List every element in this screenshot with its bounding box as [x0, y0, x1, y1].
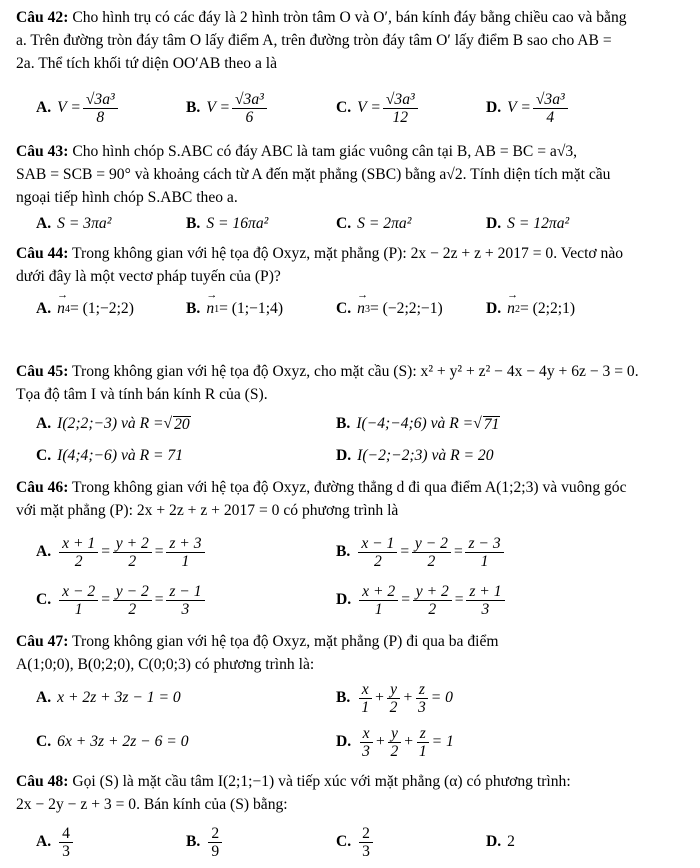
question-47-options-row-1: [0, 678, 700, 718]
question-45-line-1: Câu 45: Trong không gian với hệ tọa độ Oxyz, cho mặt cầu (S): x² + y² + z² − 4x − 4y + 6z − 3 = 0.: [16, 363, 639, 380]
option-d[interactable]: D. 2: [486, 833, 515, 850]
option-a[interactable]: A. → n 4 = (1;−2;2): [36, 292, 134, 326]
option-b[interactable]: B. V = $\frac{\text{√3a³}}{6}$: [186, 88, 269, 128]
option-b[interactable]: B. $\frac{x}{1}$ + $\frac{y}{2}$ + $\frac{z}{3}$ = 0: [336, 680, 453, 716]
question-42-line-1: Câu 42: Cho hình trụ có các đáy là 2 hình tròn tâm O và O′, bán kính đáy bằng chiều cao và bằng: [16, 9, 627, 26]
question-47: [16, 630, 686, 676]
question-42-line-3: 2a. Thể tích khối tứ diện OO′AB theo a là: [16, 55, 278, 72]
question-label: Câu 42:: [16, 9, 69, 26]
option-d[interactable]: D. → n 2 = (2;2;1): [486, 292, 575, 326]
option-a[interactable]: A. x + 2z + 3z − 1 = 0: [36, 689, 181, 706]
question-46-options-row-1: [0, 532, 700, 572]
vector-n-icon: → n: [507, 300, 515, 318]
question-48-line-1: Câu 48: Gọi (S) là mặt cầu tâm I(2;1;−1) và tiếp xúc với mặt phẳng (α) có phương trình:: [16, 773, 571, 790]
question-44-options: [0, 292, 700, 326]
vector-n-icon: → n: [57, 300, 65, 318]
option-c[interactable]: C. S = 2πa²: [336, 215, 412, 232]
option-b[interactable]: B. $\frac{x - 1}{2}$ = $\frac{y - 2}{2}$ = $\frac{z - 3}{1}$: [336, 532, 506, 572]
vector-n-icon: → n: [357, 300, 365, 318]
question-45-options-row-1: [0, 410, 700, 438]
question-45: [16, 360, 686, 406]
question-44: [16, 242, 686, 288]
question-42: [16, 6, 686, 75]
option-c[interactable]: C. I(4;4;−6) và R = 71: [36, 447, 184, 464]
question-48: [16, 770, 686, 816]
question-48-line-2: 2x − 2y − z + 3 = 0. Bán kính của (S) bằng:: [16, 796, 288, 813]
option-b[interactable]: B. $\frac{2}{9}$: [186, 822, 224, 862]
question-43: [16, 140, 686, 209]
question-42-options: [0, 88, 700, 128]
option-d[interactable]: D. I(−2;−2;3) và R = 20: [336, 447, 494, 464]
question-label: Câu 47:: [16, 633, 69, 650]
question-label: Câu 44:: [16, 245, 69, 262]
question-46-line-1: Câu 46: Trong không gian với hệ tọa độ Oxyz, đường thẳng d đi qua điểm A(1;2;3) và vuông góc: [16, 479, 627, 496]
option-b[interactable]: B. → n 1 = (1;−1;4): [186, 292, 283, 326]
question-42-line-2: a. Trên đường tròn đáy tâm O lấy điểm A, trên đường tròn đáy tâm O′ lấy điểm B sao cho AB =: [16, 32, 612, 49]
question-43-line-2: SAB = SCB = 90° và khoảng cách từ A đến mặt phẳng (SBC) bằng a√2. Tính diện tích mặt cầu: [16, 166, 611, 183]
question-47-line-2: A(1;0;0), B(0;2;0), C(0;0;3) có phương trình là:: [16, 656, 315, 673]
option-c[interactable]: C. → n 3 = (−2;2;−1): [336, 292, 443, 326]
option-d[interactable]: D. $\frac{x}{3}$ + $\frac{y}{2}$ + $\frac{z}{1}$ = 1: [336, 724, 454, 760]
option-a[interactable]: A. $\frac{4}{3}$: [36, 822, 75, 862]
option-b[interactable]: B. I(−4;−4;6) và R = √ 71: [336, 415, 500, 433]
question-label: Câu 48:: [16, 773, 69, 790]
question-label: Câu 46:: [16, 479, 69, 496]
option-c[interactable]: C. V = $\frac{\text{√3a³}}{12}$: [336, 88, 420, 128]
option-d[interactable]: D. V = $\frac{\text{√3a³}}{4}$: [486, 88, 570, 128]
question-45-line-2: Tọa độ tâm I và tính bán kính R của (S).: [16, 386, 268, 403]
option-a[interactable]: A. I(2;2;−3) và R = √ 20: [36, 415, 190, 433]
option-d[interactable]: D. S = 12πa²: [486, 215, 570, 232]
question-47-line-1: Câu 47: Trong không gian với hệ tọa độ Oxyz, mặt phẳng (P) đi qua ba điểm: [16, 633, 499, 650]
option-c[interactable]: C. 6x + 3z + 2z − 6 = 0: [36, 733, 189, 750]
option-a[interactable]: A. S = 3πa²: [36, 215, 112, 232]
option-b[interactable]: B. S = 16πa²: [186, 215, 269, 232]
question-45-options-row-2: [0, 442, 700, 470]
question-48-options: [0, 822, 700, 862]
question-43-line-3: ngoại tiếp hình chóp S.ABC theo a.: [16, 189, 238, 206]
option-c[interactable]: C. $\frac{x - 2}{1}$ = $\frac{y - 2}{2}$ = $\frac{z - 1}{3}$: [36, 580, 207, 620]
question-43-options: [0, 210, 700, 238]
question-46-line-2: với mặt phẳng (P): 2x + 2z + z + 2017 = 0 có phương trình là: [16, 502, 399, 519]
option-d[interactable]: D. $\frac{x + 2}{1}$ = $\frac{y + 2}{2}$ = $\frac{z + 1}{3}$: [336, 580, 507, 620]
option-c[interactable]: C. $\frac{2}{3}$: [336, 822, 375, 862]
question-46-options-row-2: [0, 580, 700, 620]
question-44-line-2: dưới đây là một vectơ pháp tuyến của (P)?: [16, 268, 281, 285]
question-47-options-row-2: [0, 722, 700, 762]
vector-n-icon: → n: [206, 300, 214, 318]
option-a[interactable]: A. V = $\frac{\text{√3a³}}{8}$: [36, 88, 120, 128]
question-label: Câu 45:: [16, 363, 69, 380]
question-46: [16, 476, 686, 522]
question-label: Câu 43:: [16, 143, 69, 160]
option-a[interactable]: A. $\frac{x + 1}{2}$ = $\frac{y + 2}{2}$ = $\frac{z + 3}{1}$: [36, 532, 207, 572]
question-43-line-1: Câu 43: Cho hình chóp S.ABC có đáy ABC là tam giác vuông cân tại B, AB = BC = a√3,: [16, 143, 578, 160]
question-44-line-1: Câu 44: Trong không gian với hệ tọa độ Oxyz, mặt phẳng (P): 2x − 2z + z + 2017 = 0. Vectơ nào: [16, 245, 624, 262]
